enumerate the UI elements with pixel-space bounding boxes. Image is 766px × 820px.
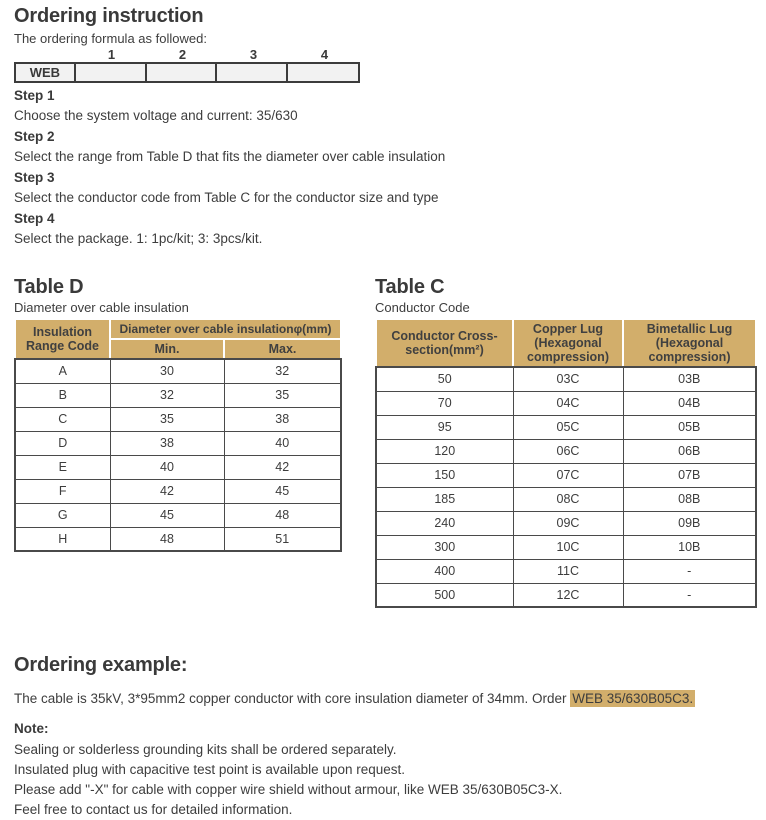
step-2-text: Select the range from Table D that fits the diameter over cable insulation: [14, 149, 446, 164]
step-1-heading: Step 1: [14, 88, 55, 103]
cell-size: 300: [376, 535, 513, 559]
example-order-code-highlight: WEB 35/630B05C3.: [572, 691, 694, 706]
cell-size: 70: [376, 391, 513, 415]
table-d-subtitle: Diameter over cable insulation: [14, 300, 189, 315]
table-row: [376, 367, 756, 391]
note-line-4: Feel free to contact us for detailed information.: [14, 802, 293, 817]
cell-copper: 05C: [513, 415, 623, 439]
cell-size: 95: [376, 415, 513, 439]
table-row: [376, 583, 756, 607]
step-1-text: Choose the system voltage and current: 35/630: [14, 108, 298, 123]
table-row: [15, 527, 341, 551]
table-c-subtitle: Conductor Code: [375, 300, 470, 315]
step-3-text: Select the conductor code from Table C for the conductor size and type: [14, 190, 439, 205]
cell-max: 48: [224, 503, 341, 527]
cell-code: G: [15, 503, 110, 527]
formula-empty-cell-4: [288, 64, 358, 81]
cell-copper: 03C: [513, 367, 623, 391]
cell-bimetallic: -: [623, 559, 756, 583]
table-row: [15, 455, 341, 479]
ordering-example-text: [14, 690, 754, 707]
formula-position-3: 3: [249, 47, 258, 62]
table-row: [15, 431, 341, 455]
cell-bimetallic: -: [623, 583, 756, 607]
formula-position-4: 4: [320, 47, 329, 62]
cell-max: 40: [224, 431, 341, 455]
formula-position-labels: [14, 47, 360, 62]
cell-min: 40: [110, 455, 224, 479]
table-c: [375, 318, 757, 608]
cell-bimetallic: 07B: [623, 463, 756, 487]
cell-max: 45: [224, 479, 341, 503]
cell-bimetallic: 10B: [623, 535, 756, 559]
cell-bimetallic: 09B: [623, 511, 756, 535]
cell-code: B: [15, 383, 110, 407]
cell-max: 32: [224, 359, 341, 383]
formula-empty-cell-3: [217, 64, 288, 81]
cell-copper: 11C: [513, 559, 623, 583]
cell-size: 185: [376, 487, 513, 511]
cell-copper: 10C: [513, 535, 623, 559]
cell-size: 50: [376, 367, 513, 391]
cell-min: 32: [110, 383, 224, 407]
cell-size: 400: [376, 559, 513, 583]
table-row: [15, 383, 341, 407]
note-line-2: Insulated plug with capacitive test point is available upon request.: [14, 762, 405, 777]
cell-copper: 04C: [513, 391, 623, 415]
table-row: [376, 487, 756, 511]
table-d-col-min: Min.: [110, 339, 224, 359]
cell-size: 240: [376, 511, 513, 535]
note-section: [14, 720, 754, 820]
cell-bimetallic: 04B: [623, 391, 756, 415]
formula-label-spacer: [14, 47, 76, 62]
cell-min: 42: [110, 479, 224, 503]
ordering-formula-table: [14, 62, 360, 83]
formula-empty-cell-2: [147, 64, 218, 81]
table-c-col-cross-section: Conductor Cross-section(mm²): [376, 319, 513, 367]
formula-position-2: 2: [178, 47, 187, 62]
cell-bimetallic: 05B: [623, 415, 756, 439]
cell-bimetallic: 06B: [623, 439, 756, 463]
cell-copper: 06C: [513, 439, 623, 463]
cell-min: 35: [110, 407, 224, 431]
formula-intro: The ordering formula as followed:: [14, 31, 207, 46]
cell-min: 48: [110, 527, 224, 551]
cell-copper: 12C: [513, 583, 623, 607]
table-row: [376, 415, 756, 439]
cell-max: 42: [224, 455, 341, 479]
cell-code: D: [15, 431, 110, 455]
page-title: Ordering instruction: [14, 5, 204, 27]
cell-code: H: [15, 527, 110, 551]
ordering-example-title: Ordering example:: [14, 654, 188, 676]
step-4-text: Select the package. 1: 1pc/kit; 3: 3pcs/kit.: [14, 231, 263, 246]
cell-size: 500: [376, 583, 513, 607]
table-row: [376, 511, 756, 535]
table-row: [376, 559, 756, 583]
table-row: [15, 359, 341, 383]
note-line-3: Please add "-X" for cable with copper wire shield without armour, like WEB 35/630B05C3-X.: [14, 782, 563, 797]
example-text-before: The cable is 35kV, 3*95mm2 copper conductor with core insulation diameter of 34mm. Order: [14, 691, 571, 706]
note-title: Note:: [14, 721, 49, 736]
cell-size: 120: [376, 439, 513, 463]
table-d-group-header: Diameter over cable insulationφ(mm): [110, 319, 341, 339]
table-row: [15, 407, 341, 431]
table-c-col-bimetallic-lug: Bimetallic Lug (Hexagonal compression): [623, 319, 756, 367]
table-d-col-max: Max.: [224, 339, 341, 359]
cell-min: 30: [110, 359, 224, 383]
table-d-col-insulation-range-code: Insulation Range Code: [15, 319, 110, 359]
cell-copper: 08C: [513, 487, 623, 511]
note-line-1: Sealing or solderless grounding kits shall be ordered separately.: [14, 742, 397, 757]
cell-max: 35: [224, 383, 341, 407]
cell-min: 45: [110, 503, 224, 527]
table-c-block: [375, 276, 757, 608]
formula-prefix-cell: WEB: [16, 64, 76, 81]
cell-bimetallic: 03B: [623, 367, 756, 391]
cell-max: 38: [224, 407, 341, 431]
step-3-heading: Step 3: [14, 170, 55, 185]
cell-copper: 09C: [513, 511, 623, 535]
steps-section: [14, 88, 714, 252]
formula-position-1: 1: [107, 47, 116, 62]
cell-max: 51: [224, 527, 341, 551]
table-d-title: Table D: [14, 276, 84, 298]
cell-code: E: [15, 455, 110, 479]
step-2-heading: Step 2: [14, 129, 55, 144]
step-4-heading: Step 4: [14, 211, 55, 226]
header-section: [14, 4, 360, 83]
cell-code: F: [15, 479, 110, 503]
cell-bimetallic: 08B: [623, 487, 756, 511]
formula-empty-cell-1: [76, 64, 147, 81]
table-d: [14, 318, 342, 552]
cell-code: A: [15, 359, 110, 383]
cell-copper: 07C: [513, 463, 623, 487]
table-row: [376, 391, 756, 415]
cell-min: 38: [110, 431, 224, 455]
table-d-block: [14, 276, 342, 552]
cell-size: 150: [376, 463, 513, 487]
table-row: [15, 503, 341, 527]
table-row: [376, 439, 756, 463]
ordering-example-section: [14, 653, 754, 707]
table-c-col-copper-lug: Copper Lug (Hexagonal compression): [513, 319, 623, 367]
table-row: [376, 463, 756, 487]
cell-code: C: [15, 407, 110, 431]
table-row: [15, 479, 341, 503]
table-row: [376, 535, 756, 559]
table-c-title: Table C: [375, 276, 445, 298]
